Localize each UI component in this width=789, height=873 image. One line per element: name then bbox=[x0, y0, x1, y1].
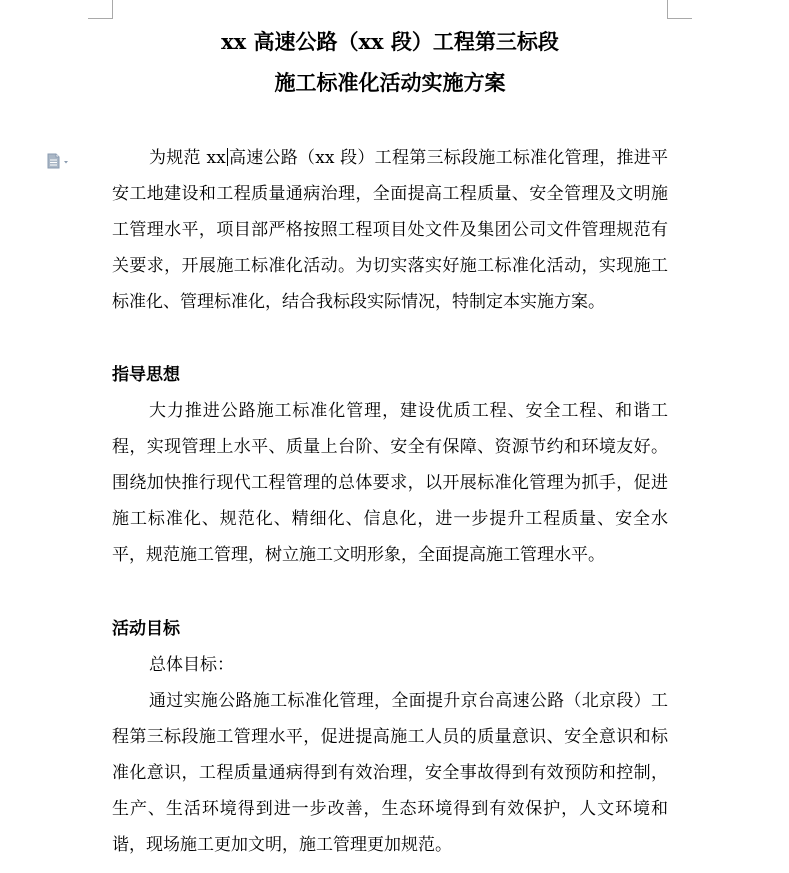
document-title-line-1: xx 高速公路（xx 段）工程第三标段 bbox=[221, 29, 559, 54]
activity-goals-paragraph: 通过实施公路施工标准化管理，全面提升京台高速公路（北京段）工程第三标段施工管理水平，促进提高施工人员的质量意识、安全意识和标准化意识，工程质量通病得到有效治理，安全事故得到有效预防和控制，生产、生活环境得到进一步改善，生态环境得到有效保护，人文环境和谐，现场施工更加文明，施工管理更加规范。 bbox=[112, 691, 668, 855]
crop-mark-top-left bbox=[88, 0, 113, 19]
intro-paragraph bbox=[112, 140, 668, 320]
document-icon[interactable] bbox=[46, 153, 76, 169]
overall-goal-subheading: 总体目标： bbox=[149, 655, 234, 675]
intro-text-after-caret: 高速公路（xx 段）工程第三标段施工标准化管理，推进平安工地建设和工程质量通病治理，全面提高工程质量、安全管理及文明施工管理水平，项目部严格按照工程项目处文件及集团公司文件管理规范有关要求，开展施工标准化活动。为切实落实好施工标准化活动，实现施工标准化、管理标准化，结合我标段实际情况，特制定本实施方案。 bbox=[112, 148, 668, 312]
document-title-line-2: 施工标准化活动实施方案 bbox=[274, 70, 506, 95]
section-heading-activity-goals: 活动目标 bbox=[112, 619, 180, 639]
crop-mark-top-right bbox=[667, 0, 692, 19]
intro-text-before-caret: 为规范 xx bbox=[149, 148, 226, 168]
section-heading-guiding-ideology: 指导思想 bbox=[112, 365, 180, 385]
text-cursor bbox=[227, 148, 228, 166]
guiding-ideology-paragraph: 大力推进公路施工标准化管理，建设优质工程、安全工程、和谐工程，实现管理上水平、质量上台阶、安全有保障、资源节约和环境友好。围绕加快推行现代工程管理的总体要求，以开展标准化管理为抓手，促进施工标准化、规范化、精细化、信息化，进一步提升工程质量、安全水平，规范施工管理，树立施工文明形象，全面提高施工管理水平。 bbox=[112, 401, 668, 565]
